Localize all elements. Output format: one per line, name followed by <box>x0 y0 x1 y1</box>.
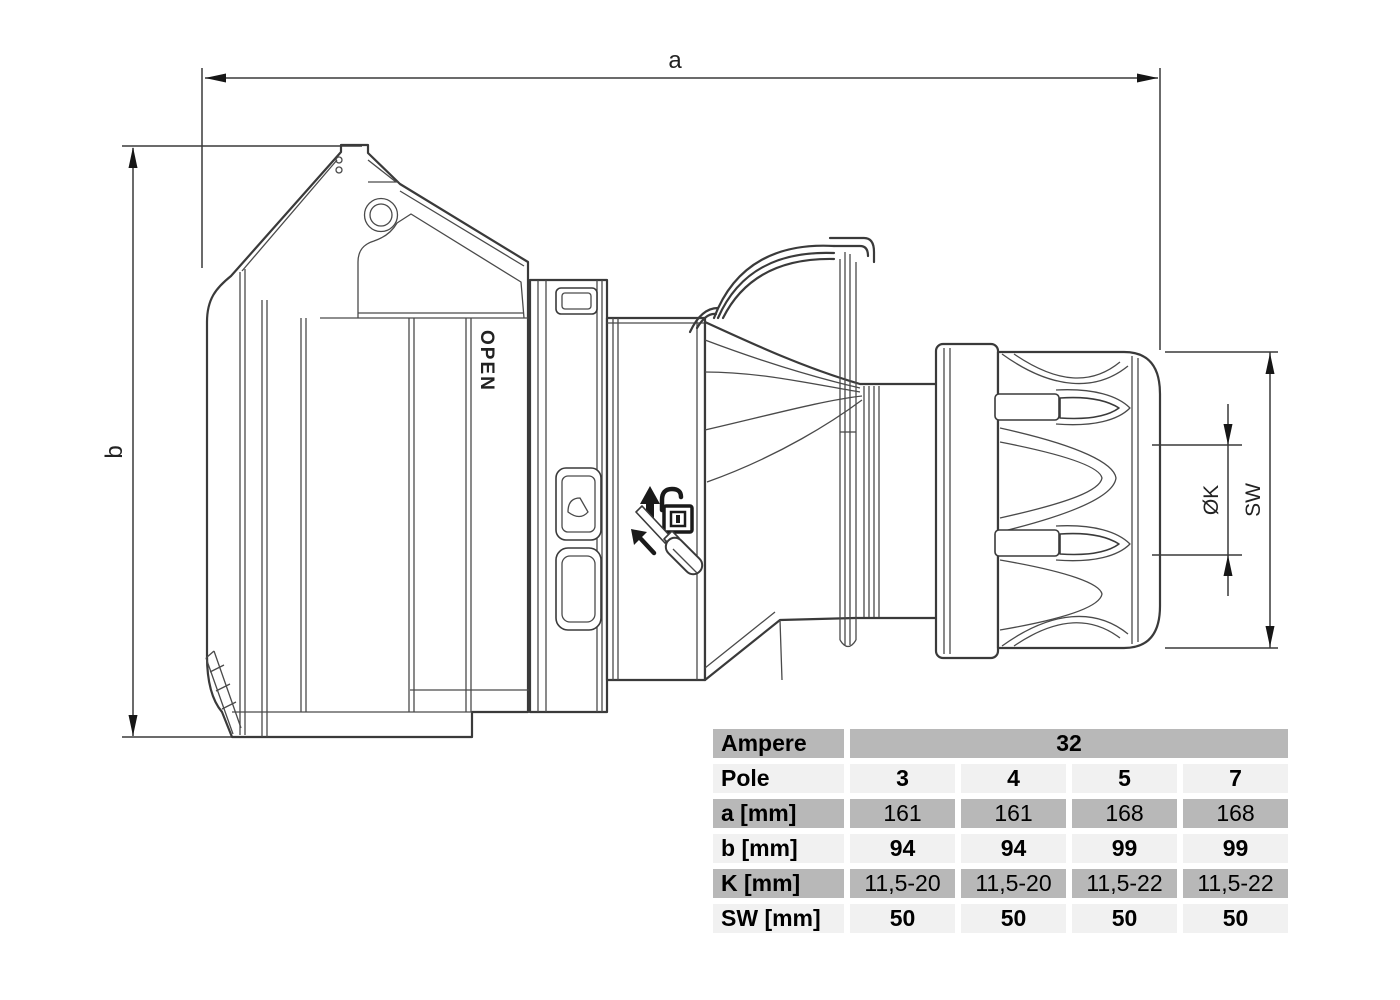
spec-table-row-label: Ampere <box>713 729 844 758</box>
latch-buttons <box>556 468 601 630</box>
dimension-sw-label: SW <box>1242 483 1265 517</box>
spec-table-cell: 7 <box>1183 764 1288 793</box>
spec-table-cell: 50 <box>1183 904 1288 933</box>
spec-table-cell: 11,5-20 <box>850 869 955 898</box>
spec-table-row-label: a [mm] <box>713 799 844 828</box>
spec-table-row-label: SW [mm] <box>713 904 844 933</box>
spec-table-cell: 11,5-22 <box>1072 869 1177 898</box>
spec-table-row-label: b [mm] <box>713 834 844 863</box>
spec-table-cell: 11,5-22 <box>1183 869 1288 898</box>
gland-cone <box>705 322 938 680</box>
dimension-a-label: a <box>668 47 682 74</box>
spec-table-row-label: K [mm] <box>713 869 844 898</box>
connector-back-body <box>206 145 560 737</box>
spec-table-cell: 94 <box>961 834 1066 863</box>
spec-table-cell: 94 <box>850 834 955 863</box>
spec-table-cell: 161 <box>850 799 955 828</box>
spec-table-cell: 50 <box>961 904 1066 933</box>
spec-table-cell: 5 <box>1072 764 1177 793</box>
spec-table-cell: 11,5-20 <box>961 869 1066 898</box>
spec-table-cell: 168 <box>1183 799 1288 828</box>
dimension-k <box>1152 404 1242 596</box>
dimension-b-label: b <box>101 445 128 459</box>
spec-table-row-label: Pole <box>713 764 844 793</box>
spec-table-cell: 99 <box>1183 834 1288 863</box>
spec-table <box>713 729 1288 933</box>
spec-table-cell: 99 <box>1072 834 1177 863</box>
spec-table-cell: 161 <box>961 799 1066 828</box>
open-label: OPEN <box>476 330 497 392</box>
strain-relief-claws <box>995 352 1160 648</box>
grip-section <box>530 280 607 712</box>
spec-table-cell: 4 <box>961 764 1066 793</box>
spec-table-cell: 3 <box>850 764 955 793</box>
cable-gland-flange <box>936 344 998 658</box>
dimension-k-label: ØK <box>1200 484 1223 516</box>
spec-table-cell: 50 <box>850 904 955 933</box>
spec-table-cell: 50 <box>1072 904 1177 933</box>
spec-table-cell: 32 <box>850 729 1288 758</box>
spec-table-cell: 168 <box>1072 799 1177 828</box>
